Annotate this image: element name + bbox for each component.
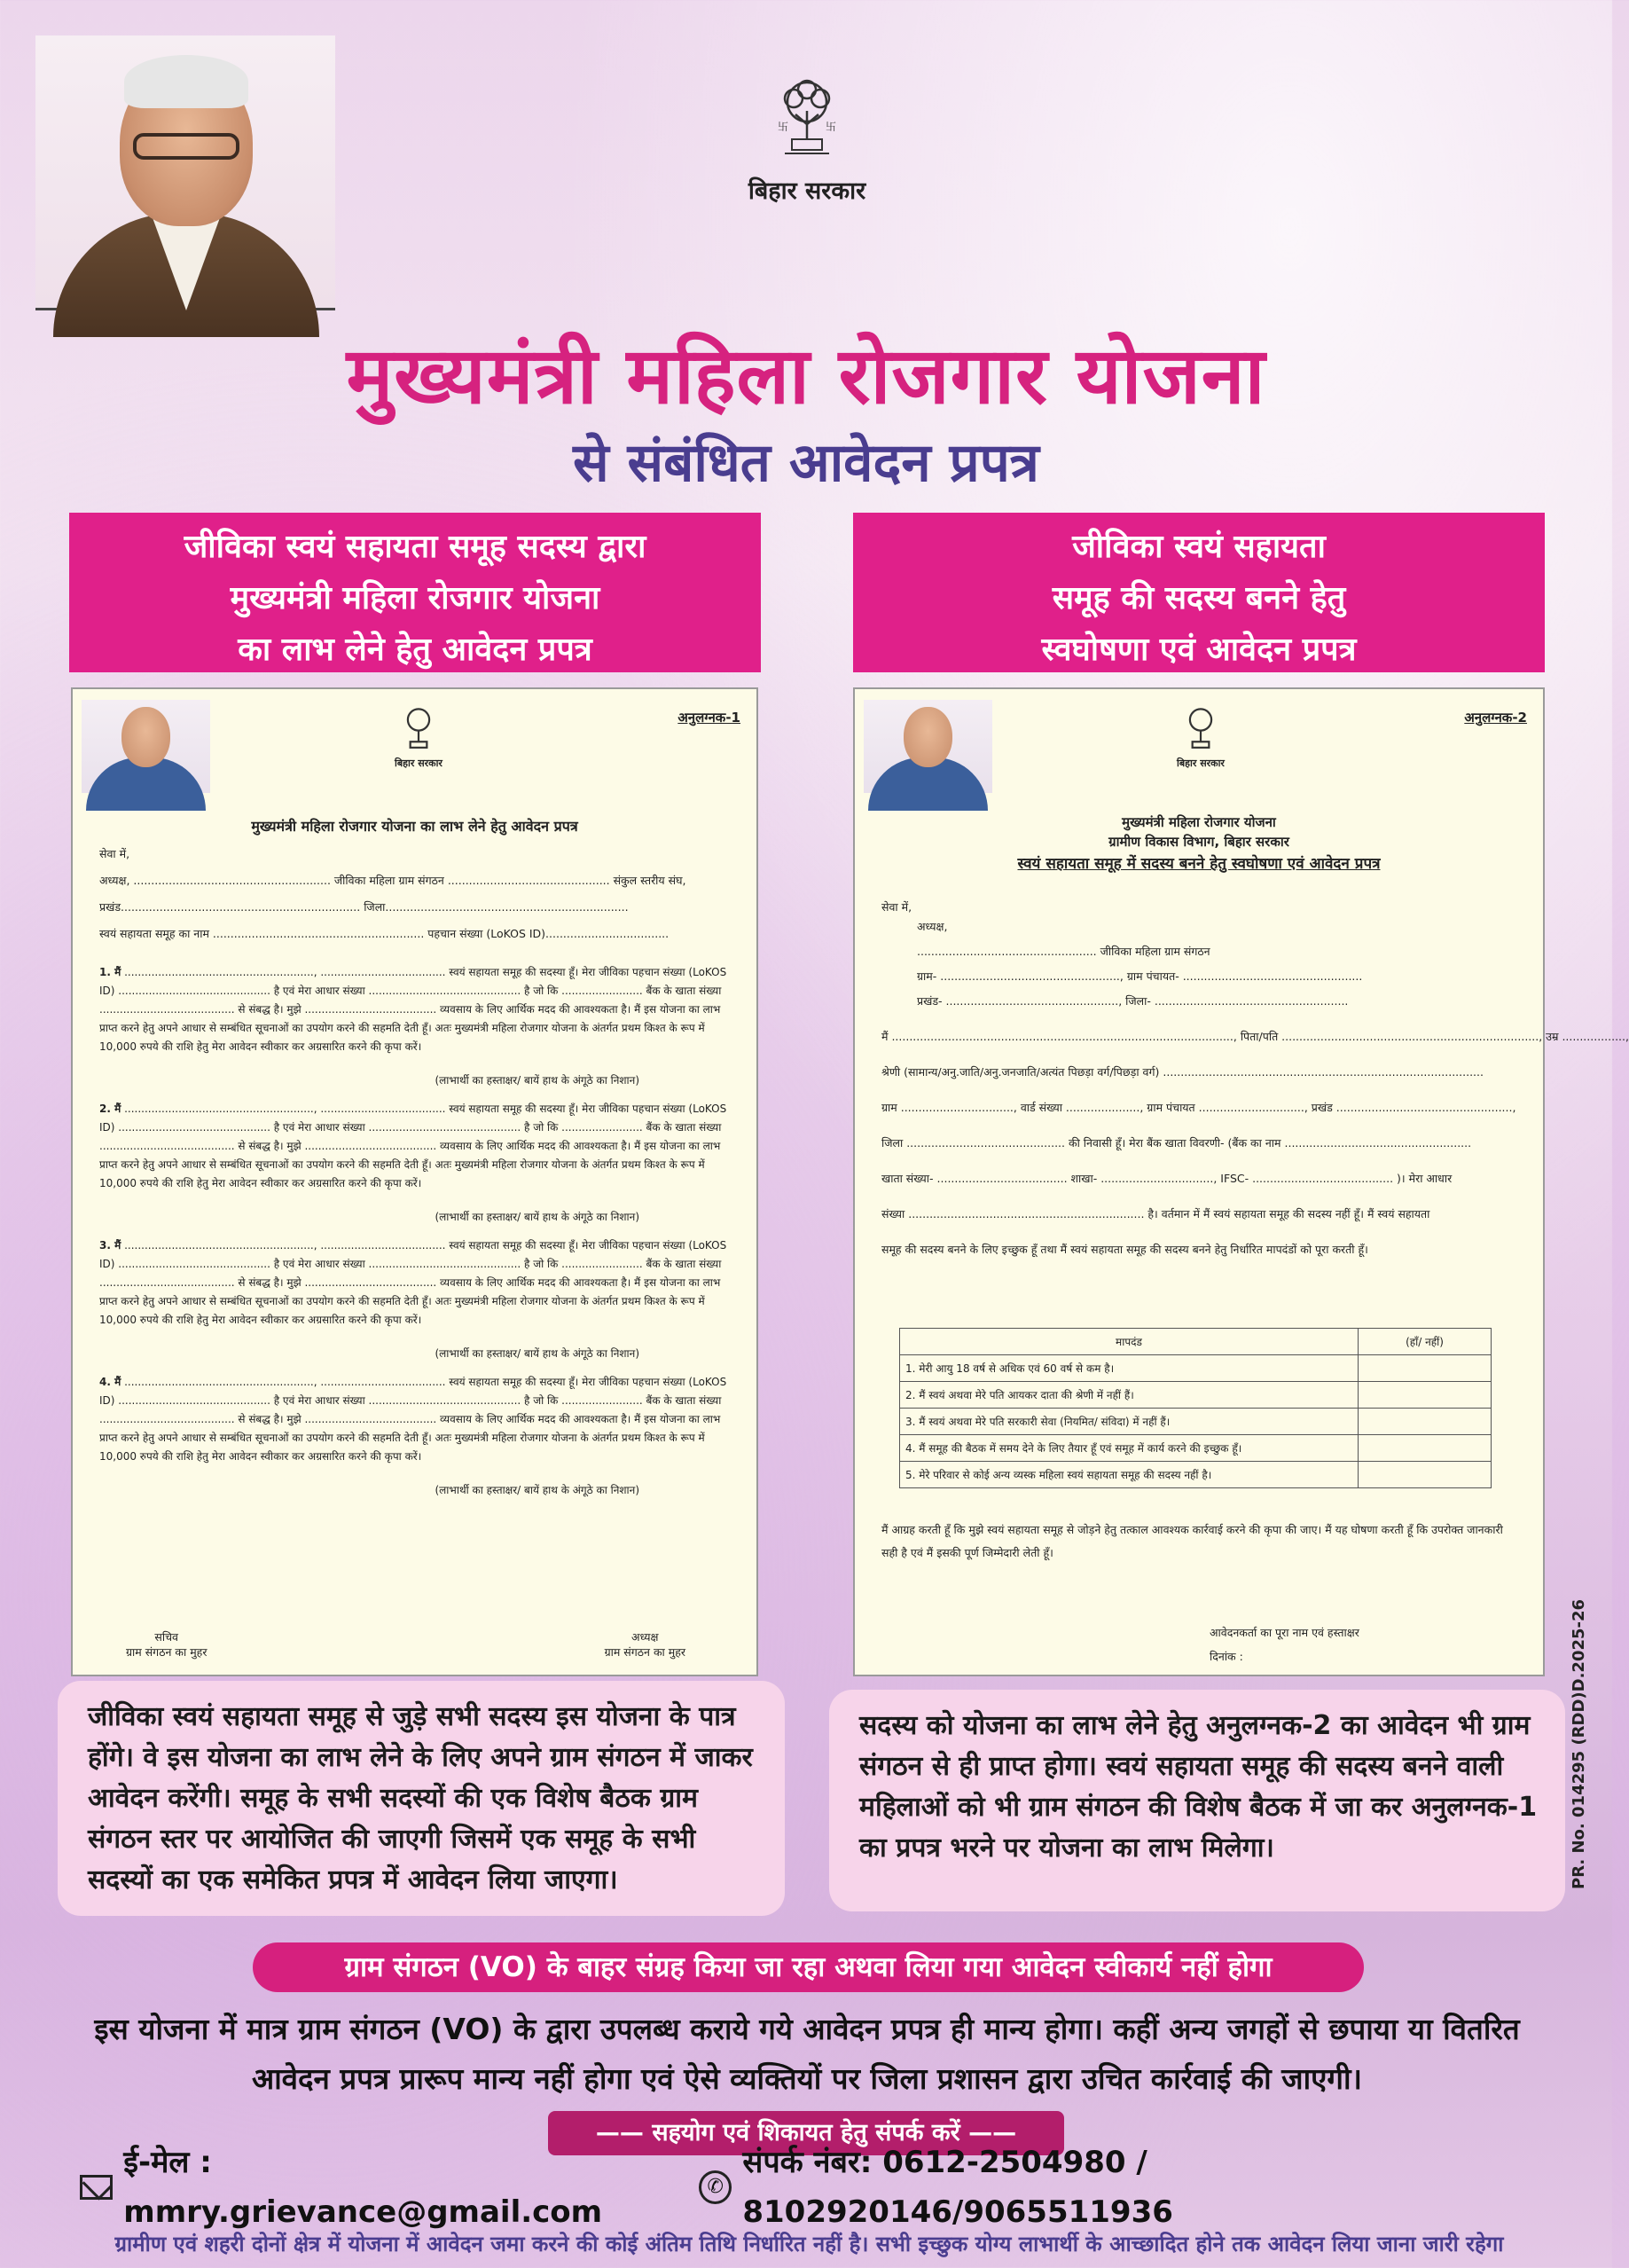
form2-detail-line: समूह की सदस्य बनने के लिए इच्छुक हूँ तथा मैं स्वयं सहायता समूह की सदस्य बनने हेतु निर्धारित मापदंडों को पूरा करती हूँ। [881,1243,1368,1256]
annexure-info-box: सदस्य को योजना का लाभ लेने हेतु अनुलग्नक-2 का आवेदन भी ग्राम संगठन से ही प्राप्त होगा। स्वयं सहायता समूह की सदस्य बनने वाली महिलाओं को भी ग्राम संगठन की विशेष बैठक में जा कर अनुलग्नक-1 का प्रपत्र भरने पर योजना का लाभ मिलेगा। [829,1690,1565,1911]
chief-minister-portrait [35,35,335,310]
applicant-signature-label: आवेदनकर्ता का पूरा नाम एवं हस्ताक्षर [1210,1626,1359,1639]
form2-request: मैं आग्रह करती हूँ कि मुझे स्वयं सहायता समूह से जोड़ने हेतु तत्काल आवश्यक कार्रवाई करने की कृपा की जाए। मैं यह घोषणा करती हूँ कि उपरोक्त जानकारी सही है एवं मैं इसकी पूर्ण जिम्मेदारी लेती हूँ। [881,1523,1503,1559]
validity-note: इस योजना में मात्र ग्राम संगठन (VO) के द्वारा उपलब्ध कराये गये आवेदन प्रपत्र ही मान्य होगा। कहीं अन्य जगहों से छपाया या वितरित आवेदन प्रपत्र प्रारूप मान्य नहीं होगा एवं ऐसे व्यक्तियों पर जिला प्रशासन द्वारा उचित कार्रवाई की जाएगी। [94,2012,1520,2096]
date-label: दिनांक : [1210,1650,1243,1663]
phone-icon: ✆ [699,2170,732,2204]
form1-address-line: प्रखंड.................................................................... जिला..................................................................... [99,900,629,914]
table-row: 4. मैं समूह की बैठक में समय देने के लिए तैयार हूँ एवं समूह में कार्य करने की इच्छुक हूँ। [900,1435,1492,1462]
yes-no-cell[interactable] [1359,1355,1492,1382]
table-row: 3. मैं स्वयं अथवा मेरे पति सरकारी सेवा (नियमित/ संविदा) में नहीं हैं। [900,1409,1492,1435]
secretary-block: सचिव ग्राम संगठन का मुहर [126,1630,208,1659]
form2-detail-line: संख्या ................................................................... है। वर्तमान में मैं स्वयं सहायता समूह की सदस्य नहीं हूँ। मैं स्वयं सहायता [881,1207,1430,1220]
email-text[interactable]: ई-मेल : mmry.grievance@gmail.com [123,2145,603,2230]
annexure-2-form [853,687,1629,1676]
bodhi-tree-emblem-icon [396,705,441,754]
annexure-label: अनुलग्नक-1 [677,710,740,726]
form-emblem: बिहार सरकार [383,705,454,770]
right-form-heading: जीविका स्वयं सहायता समूह की सदस्य बनने हेतु स्वघोषणा एवं आवेदन प्रपत्र [853,513,1545,672]
phone-text[interactable]: संपर्क नंबर: 0612-2504980 / 8102920146/9065511936 [742,2145,1173,2230]
table-row: 5. मेरे परिवार से कोई अन्य व्यस्क महिला स्वयं सहायता समूह की सदस्य नहीं है। [900,1462,1492,1488]
form2-detail-line: खाता संख्या- ..................................... शाखा- ................................, IFSC- ........................................ )। मेरा आधार [881,1172,1453,1185]
contact-row [80,2145,1570,2230]
president-block: अध्यक्ष ग्राम संगठन का मुहर [604,1630,685,1659]
yes-no-cell[interactable] [1359,1462,1492,1488]
form1-entry: 2. मैं ........................................................, ..................................... स्वयं सहायता समूह की सदस्या हूँ। मेरा जीविका पहचान संख्या (LoKOS ID) ............................................. है एवं मेरा आधार संख्या ............................................. है जो कि ........................ बैंक के खाता संख्या ........................................ से संबद्ध है। मुझे ....................................... व्यवसाय के लिए आर्थिक मदद की आवश्यकता है। मैं इस योजना का लाभ प्राप्त करने हेतु अपने आधार से सम्बंधित सूचनाओं का उपयोग करने की सहमति देती हूँ। अतः मुख्यमंत्री महिला रोजगार योजना के अंतर्गत प्रथम किश्त के रूप में 10,000 रुपये की राशि हेतु मेरा आवेदन स्वीकार कर अग्रसारित करने की कृपा करें। [99,1103,727,1189]
criteria-table [899,1328,1492,1488]
eligibility-info-box: जीविका स्वयं सहायता समूह से जुड़े सभी सदस्य इस योजना के पात्र होंगे। वे इस योजना का लाभ लेने के लिए अपने ग्राम संगठन में जाकर आवेदन करेंगी। समूह के सभी सदस्यों की एक विशेष बैठक ग्राम संगठन स्तर पर आयोजित की जाएगी जिसमें एक समूह के सभी सदस्यों का एक समेकित प्रपत्र में आवेदन लिया जाएगा। [58,1681,785,1916]
email-icon [80,2175,113,2200]
annexure-1-form [71,687,758,1676]
form2-title-2: ग्रामीण विकास विभाग, बिहार सरकार [1108,834,1289,850]
form2-title-3: स्वयं सहायता समूह में सदस्य बनने हेतु स्वघोषणा एवं आवेदन प्रपत्र [1017,855,1381,873]
table-row: 1. मेरी आयु 18 वर्ष से अधिक एवं 60 वर्ष से कम है। [900,1355,1492,1382]
form1-to: सेवा में, [99,847,130,860]
form2-address-line: ................................................... जीविका महिला ग्राम संगठन [917,945,1210,958]
form1-signature-label: (लाभार्थी का हस्ताक्षर/ बायें हाथ के अंगूठे का निशान) [435,1074,639,1087]
form2-detail-line: श्रेणी (सामान्य/अनु.जाति/अनु.जनजाति/अत्यंत पिछड़ा वर्ग/पिछड़ा वर्ग) ........................................................................................... [881,1065,1484,1079]
svg-text:卐: 卐 [826,121,837,133]
form1-shg-line: स्वयं सहायता समूह का नाम ............................................................ पहचान संख्या (LoKOS ID)................................... [99,927,670,940]
yes-no-cell[interactable] [1359,1435,1492,1462]
form1-signature-label: (लाभार्थी का हस्ताक्षर/ बायें हाथ के अंगूठे का निशान) [435,1347,639,1360]
form-emblem: बिहार सरकार [1165,705,1236,770]
form2-detail-line: जिला ............................................. की निवासी हूँ। मेरा बैंक खाता विवरणी- (बैंक का नाम ..................................................... [881,1136,1472,1150]
form1-title: मुख्यमंत्री महिला रोजगार योजना का लाभ लेने हेतु आवेदन प्रपत्र [251,818,578,835]
form1-entry: 4. मैं ........................................................, ..................................... स्वयं सहायता समूह की सदस्या हूँ। मेरा जीविका पहचान संख्या (LoKOS ID) ............................................. है एवं मेरा आधार संख्या ............................................. है जो कि ........................ बैंक के खाता संख्या ........................................ से संबद्ध है। मुझे ....................................... व्यवसाय के लिए आर्थिक मदद की आवश्यकता है। मैं इस योजना का लाभ प्राप्त करने हेतु अपने आधार से सम्बंधित सूचनाओं का उपयोग करने की सहमति देती हूँ। अतः मुख्यमंत्री महिला रोजगार योजना के अंतर्गत प्रथम किश्त के रूप में 10,000 रुपये की राशि हेतु मेरा आवेदन स्वीकार कर अग्रसारित करने की कृपा करें। [99,1376,727,1463]
form1-signature-label: (लाभार्थी का हस्ताक्षर/ बायें हाथ के अंगूठे का निशान) [435,1484,639,1496]
left-form-heading: जीविका स्वयं सहायता समूह सदस्य द्वारा मुख्यमंत्री महिला रोजगार योजना का लाभ लेने हेतु आवेदन प्रपत्र [69,513,761,672]
notice-bar: ग्राम संगठन (VO) के बाहर संग्रह किया जा रहा अथवा लिया गया आवेदन स्वीकार्य नहीं होगा [253,1942,1364,1992]
form2-title-1: मुख्यमंत्री महिला रोजगार योजना [1122,814,1276,830]
bihar-emblem [727,75,887,206]
form1-address-line: अध्यक्ष, ........................................................ जीविका महिला ग्राम संगठन .............................................. संकुल स्तरीय संघ, [99,874,686,887]
form1-entry: 3. मैं ........................................................, ..................................... स्वयं सहायता समूह की सदस्या हूँ। मेरा जीविका पहचान संख्या (LoKOS ID) ............................................. है एवं मेरा आधार संख्या ............................................. है जो कि ........................ बैंक के खाता संख्या ........................................ से संबद्ध है। मुझे ....................................... व्यवसाय के लिए आर्थिक मदद की आवश्यकता है। मैं इस योजना का लाभ प्राप्त करने हेतु अपने आधार से सम्बंधित सूचनाओं का उपयोग करने की सहमति देती हूँ। अतः मुख्यमंत्री महिला रोजगार योजना के अंतर्गत प्रथम किश्त के रूप में 10,000 रुपये की राशि हेतु मेरा आवेदन स्वीकार कर अग्रसारित करने की कृपा करें। [99,1239,727,1326]
annexure-label: अनुलग्नक-2 [1464,710,1527,726]
form2-address-line: अध्यक्ष, [917,920,948,933]
yes-no-header: (हाँ/ नहीं) [1359,1329,1492,1355]
form1-signature-label: (लाभार्थी का हस्ताक्षर/ बायें हाथ के अंगूठे का निशान) [435,1211,639,1223]
bodhi-tree-emblem-icon [1179,705,1223,754]
sub-title: से संबंधित आवेदन प्रपत्र [573,432,1039,494]
form-portrait [864,700,992,793]
form2-to: सेवा में, [881,900,912,914]
form2-detail-line: ग्राम ................................, वार्ड संख्या ....................., ग्राम पंचायत .............................., प्रखंड .................................................., [881,1101,1516,1114]
svg-text:卐: 卐 [778,121,789,133]
form2-detail-line: मैं ................................................................................................., पिता/पति ........................................................................., उम्र .................., [881,1030,1629,1043]
footer-note: ग्रामीण एवं शहरी दोनों क्षेत्र में योजना में आवेदन जमा करने की कोई अंतिम तिथि निर्धारित नहीं है। सभी इच्छुक योग्य लाभार्थी के आच्छादित होने तक आवेदन लिया जाना जारी रहेगा [114,2232,1504,2256]
form1-entry: 1. मैं ........................................................, ..................................... स्वयं सहायता समूह की सदस्या हूँ। मेरा जीविका पहचान संख्या (LoKOS ID) ............................................. है एवं मेरा आधार संख्या ............................................. है जो कि ........................ बैंक के खाता संख्या ........................................ से संबद्ध है। मुझे ....................................... व्यवसाय के लिए आर्थिक मदद की आवश्यकता है। मैं इस योजना का लाभ प्राप्त करने हेतु अपने आधार से सम्बंधित सूचनाओं का उपयोग करने की सहमति देती हूँ। अतः मुख्यमंत्री महिला रोजगार योजना के अंतर्गत प्रथम किश्त के रूप में 10,000 रुपये की राशि हेतु मेरा आवेदन स्वीकार कर अग्रसारित करने की कृपा करें। [99,966,727,1053]
form2-address-line: प्रखंड- ................................................., जिला- ....................................................... [917,994,1349,1008]
emblem-label: बिहार सरकार [748,177,866,205]
yes-no-cell[interactable] [1359,1382,1492,1409]
main-title: मुख्यमंत्री महिला रोजगार योजना [346,330,1266,421]
help-heading: —— सहयोग एवं शिकायत हेतु संपर्क करें —— [548,2111,1064,2155]
form-portrait [82,700,210,793]
publication-code: PR. No. 014295 (RDD)D.2025-26 [1570,1598,1588,1889]
criteria-header: मापदंड [900,1329,1359,1355]
table-row: 2. मैं स्वयं अथवा मेरे पति आयकर दाता की श्रेणी में नहीं हैं। [900,1382,1492,1409]
bodhi-tree-emblem-icon [767,75,847,164]
form2-address-line: ग्राम- ..................................................., ग्राम पंचायत- ................................................... [917,969,1363,983]
yes-no-cell[interactable] [1359,1409,1492,1435]
